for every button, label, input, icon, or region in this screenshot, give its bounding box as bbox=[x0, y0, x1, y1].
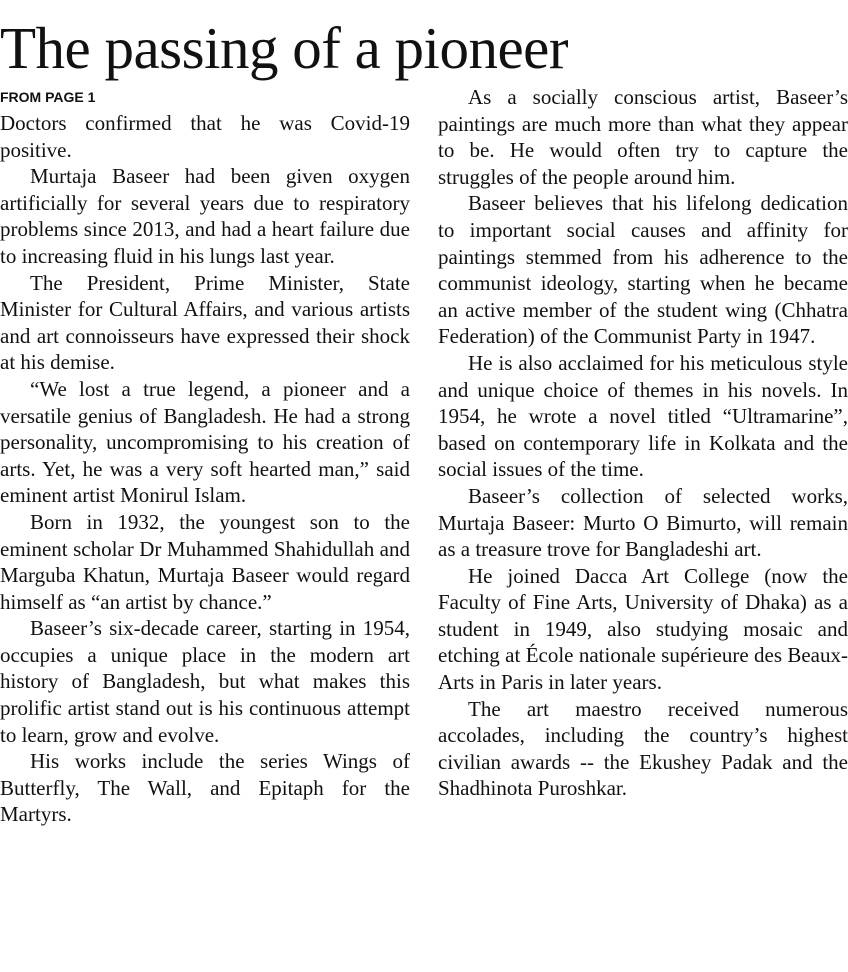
paragraph: He is also acclaimed for his meticulous style and unique choice of themes in his novels. In 1954, he wrote a novel titled “Ultramarine”, based on contemporary life in Kolkata and the social issues of the time. bbox=[438, 350, 848, 482]
paragraph: Baseer’s collection of selected works, Murtaja Baseer: Murto O Bimurto, will remain as a treasure trove for Bangladeshi art. bbox=[438, 483, 848, 562]
paragraph: He joined Dacca Art College (now the Faculty of Fine Arts, University of Dhaka) as a student in 1949, also studying mosaic and etching at École nationale supérieure des Beaux-Arts in Paris in later years. bbox=[438, 563, 848, 695]
paragraph: Baseer believes that his lifelong dedication to important social causes and affinity for paintings stemmed from his adherence to the communist ideology, starting when he became an active member of the student wing (Chhatra Federation) of the Communist Party in 1947. bbox=[438, 191, 848, 349]
paragraph: Doctors confirmed that he was Covid-19 positive. bbox=[0, 111, 410, 162]
paragraph: As a socially conscious artist, Baseer’s paintings are much more than what they appear to be. He would often try to capture the struggles of the people around him. bbox=[438, 85, 848, 189]
paragraph: The art maestro received numerous accolades, including the country’s highest civilian awards -- the Ekushey Padak and the Shadhinota Puroshkar. bbox=[438, 696, 848, 801]
paragraph: Born in 1932, the youngest son to the eminent scholar Dr Muhammed Shahidullah and Marguba Khatun, Murtaja Baseer would regard himself as “an artist by chance.” bbox=[0, 509, 410, 614]
continuation-kicker: FROM PAGE 1 bbox=[0, 89, 96, 105]
article-column-left bbox=[0, 84, 410, 828]
article-column-right bbox=[438, 84, 848, 802]
paragraph: Murtaja Baseer had been given oxygen artificially for several years due to respiratory problems since 2013, and had a heart failure due to increasing fluid in his lungs last year. bbox=[0, 164, 410, 268]
paragraph: Baseer’s six-decade career, starting in 1954, occupies a unique place in the modern art history of Bangladesh, but what makes this prolific artist stand out is his continuous attempt to learn, grow and evolve. bbox=[0, 616, 410, 747]
paragraph: “We lost a true legend, a pioneer and a versatile genius of Bangladesh. He had a strong personality, uncompromising to his creation of arts. Yet, he was a very soft hearted man,” said eminent artist Monirul Islam. bbox=[0, 376, 410, 508]
paragraph: The President, Prime Minister, State Minister for Cultural Affairs, and various artists and art connoisseurs have expressed their shock at his demise. bbox=[0, 270, 410, 375]
headline: The passing of a pioneer bbox=[0, 15, 568, 81]
paragraph: His works include the series Wings of Butterfly, The Wall, and Epitaph for the Martyrs. bbox=[0, 749, 410, 827]
